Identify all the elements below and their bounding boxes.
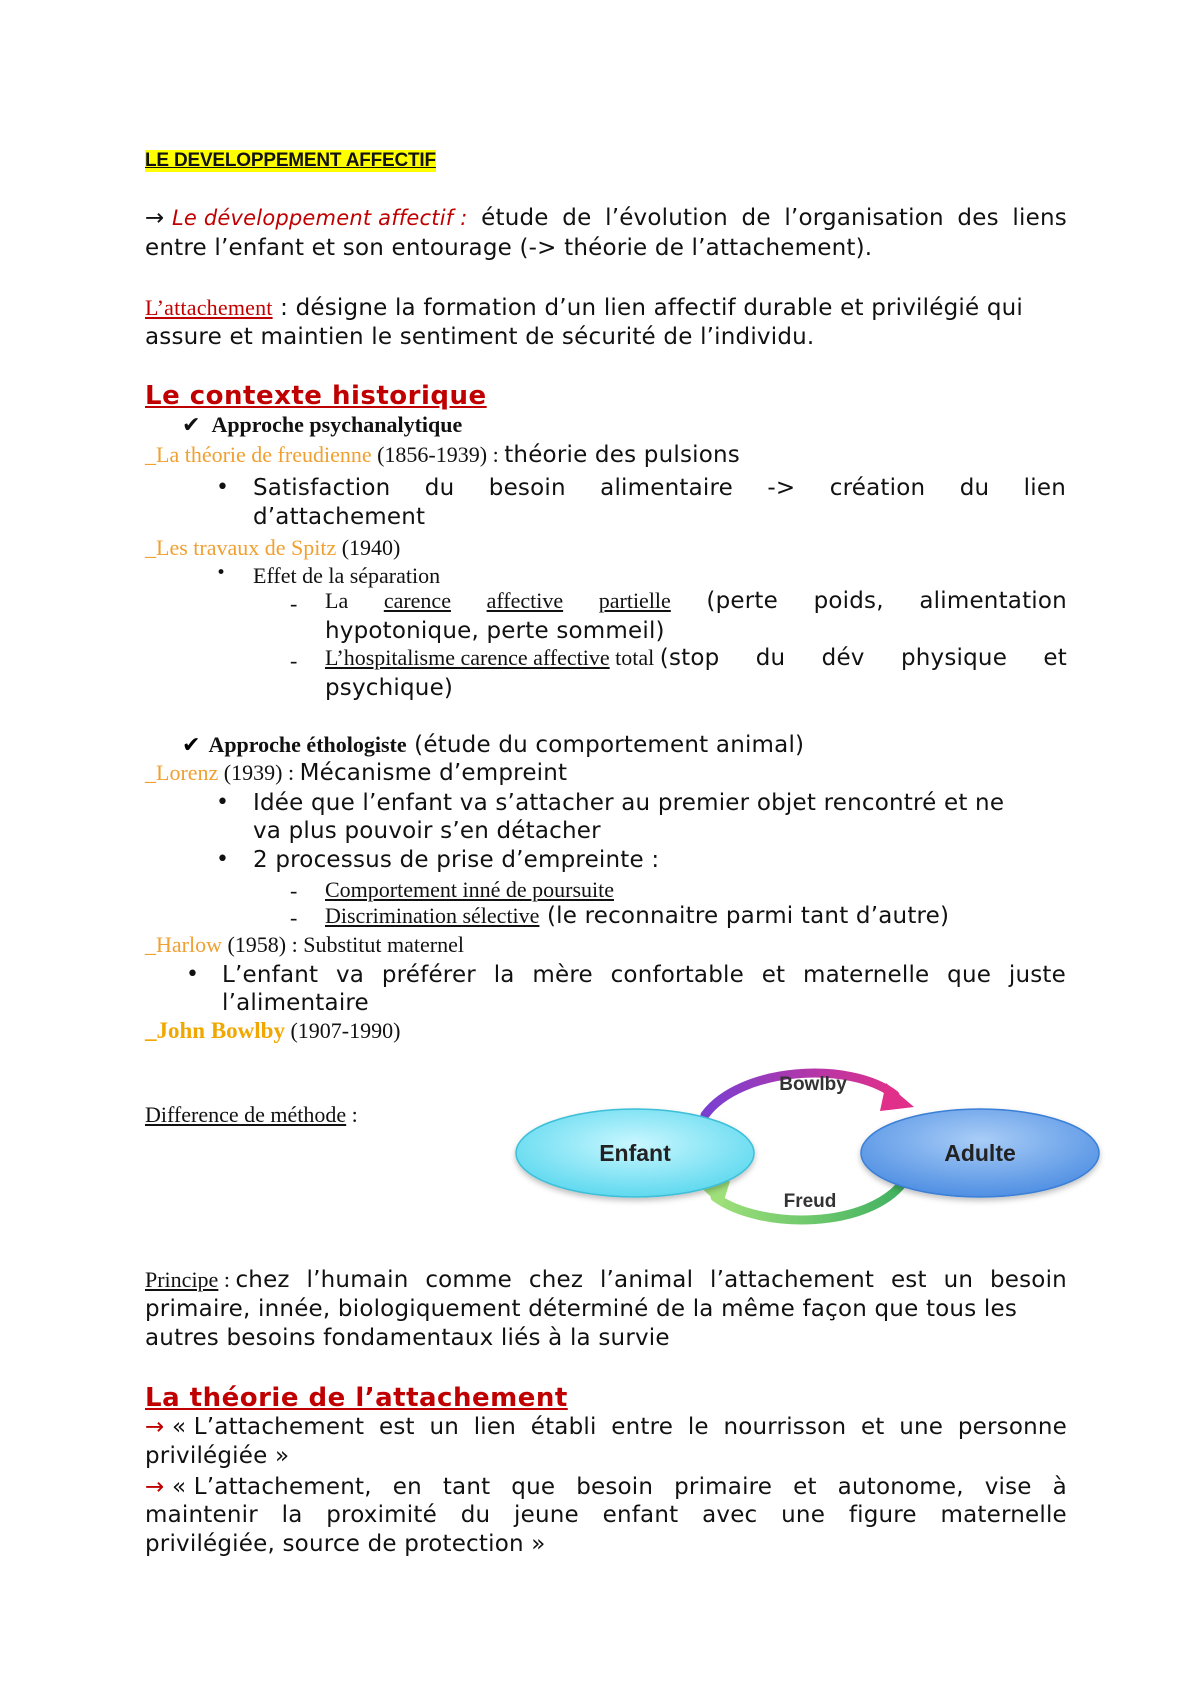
harlow-bullet-line-2: l’alimentaire — [222, 990, 369, 1016]
principe-term-group — [145, 1267, 290, 1293]
lorenz-desc: Mécanisme d’empreint — [299, 760, 568, 786]
quote-word: avec — [702, 1502, 758, 1528]
lorenz-sub-1: Comportement inné de poursuite — [325, 877, 614, 902]
spitz-label: _Les travaux de Spitz — [145, 535, 337, 560]
quote-1-line-2: privilégiée » — [145, 1443, 290, 1469]
quote-word: est — [378, 1414, 415, 1440]
attachment-definition-line-1 — [145, 295, 1023, 321]
dash-icon: - — [290, 905, 298, 930]
spitz-sub1-word: (perte — [706, 588, 778, 614]
approach-ethologiste-desc: (étude du comportement animal) — [406, 732, 805, 758]
bowlby-line — [145, 1018, 400, 1044]
intro-term: → Le développement affectif : — [145, 205, 468, 231]
quote-word: et — [793, 1474, 817, 1500]
principe-word: besoin — [989, 1267, 1067, 1293]
approach-ethologiste — [182, 732, 804, 758]
spitz-sub1-word: alimentation — [919, 588, 1067, 614]
document-title: LE DEVELOPPEMENT AFFECTIF — [145, 150, 436, 171]
intro-line-2: entre l’enfant et son entourage (-> théorie de l’attachement). — [145, 235, 873, 261]
spitz-sub1-term-word: partielle — [598, 588, 671, 613]
quote-word: un — [429, 1414, 459, 1440]
quote-word: une — [899, 1414, 944, 1440]
principe-word: l’animal — [599, 1267, 694, 1293]
freud-bullet-line-2: d’attachement — [253, 504, 426, 530]
quote-word: jeune — [514, 1502, 579, 1528]
spitz-sub1-la: La — [325, 588, 349, 613]
quote-word: du — [460, 1502, 491, 1528]
intro-word: l’organisation — [784, 205, 944, 231]
bullet-icon: • — [216, 790, 229, 815]
spitz-sub1-word: poids, — [813, 588, 884, 614]
intro-word: l’évolution — [605, 205, 728, 231]
bullet-icon: • — [216, 475, 229, 500]
lorenz-sub2-term: Discrimination sélective — [325, 903, 540, 928]
harlow-bullet-line-1 — [222, 962, 1066, 988]
bowlby-dates: (1907-1990) — [284, 1018, 401, 1043]
quote-word: → « L’attachement, — [145, 1474, 372, 1500]
quote-2-line-1 — [145, 1474, 1067, 1500]
lorenz-bullet-2: 2 processus de prise d’empreinte : — [253, 847, 660, 873]
quote-word: établi — [530, 1414, 597, 1440]
bullet-icon: • — [186, 962, 199, 987]
quote-word: enfant — [602, 1502, 679, 1528]
spitz-sub2-word: physique — [900, 645, 1008, 671]
arrow-icon: → — [145, 205, 165, 231]
quote-word: entre — [611, 1414, 674, 1440]
harlow-word: et — [761, 962, 786, 988]
spitz-sub2-word: du — [755, 645, 786, 671]
quote-word: en — [392, 1474, 422, 1500]
harlow-word: va — [336, 962, 365, 988]
principe-word: un — [943, 1267, 974, 1293]
harlow-word: confortable — [610, 962, 744, 988]
quote-word: personne — [957, 1414, 1067, 1440]
harlow-line — [145, 932, 464, 958]
adulte-label: Adulte — [944, 1140, 1016, 1166]
principe-word: comme — [425, 1267, 512, 1293]
intro-word: liens — [1012, 205, 1067, 231]
freud-bullet-word: lien — [1023, 475, 1066, 501]
principe-word: l’humain — [306, 1267, 409, 1293]
spitz-sub2-word: dév — [821, 645, 865, 671]
diagram-label: Difference de méthode — [145, 1102, 347, 1127]
principe-word: est — [890, 1267, 927, 1293]
freud-bullet-word: du — [959, 475, 990, 501]
approach-psychanalytique — [182, 412, 462, 438]
principe-line-3: autres besoins fondamentaux liés à la survie — [145, 1325, 670, 1351]
spitz-line — [145, 535, 400, 561]
harlow-dates: (1958) : Substitut maternel — [221, 932, 464, 957]
harlow-word: juste — [1008, 962, 1066, 988]
principe-term: Principe — [145, 1267, 219, 1292]
quote-word: primaire — [674, 1474, 773, 1500]
harlow-label: _Harlow — [145, 932, 222, 957]
section-heading-theorie: La théorie de l’attachement — [145, 1383, 568, 1413]
quote-1-line-1 — [145, 1414, 1067, 1440]
freud-label: _La théorie de freudienne — [145, 442, 372, 467]
lorenz-sub-2 — [325, 903, 949, 929]
harlow-word: que — [947, 962, 992, 988]
arrow-icon: → — [145, 1414, 165, 1440]
attachment-term: L’attachement — [145, 295, 273, 320]
attachment-definition-line-2: assure et maintien le sentiment de sécurité de l’individu. — [145, 324, 815, 350]
lorenz-label: _Lorenz — [145, 760, 219, 785]
principe-line-1 — [145, 1267, 1067, 1293]
quote-word: autonome, — [837, 1474, 964, 1500]
spitz-sub-2-line-1 — [325, 645, 1067, 671]
bullet-icon: • — [216, 563, 227, 583]
spitz-sub2-word: (stop — [659, 645, 720, 671]
diagram-label-colon: : — [346, 1102, 358, 1127]
enfant-label: Enfant — [599, 1140, 671, 1166]
harlow-word: L’enfant — [222, 962, 319, 988]
freud-bullet-word: -> — [767, 475, 796, 501]
harlow-word: la — [493, 962, 515, 988]
bowlby-arrow-label: Bowlby — [779, 1074, 847, 1095]
principe-word: l’attachement — [710, 1267, 875, 1293]
spitz-sub-1-line-2: hypotonique, perte sommeil) — [325, 618, 665, 644]
spitz-sub1-term-word: affective — [486, 588, 564, 613]
spitz-sub-2-line-2: psychique) — [325, 675, 454, 701]
harlow-word: maternelle — [803, 962, 930, 988]
intro-word: de — [741, 205, 771, 231]
harlow-word: préférer — [381, 962, 476, 988]
quote-word: besoin — [576, 1474, 654, 1500]
spitz-sub2-total: total — [609, 645, 660, 670]
principe-line-2: primaire, innée, biologiquement déterminé de la même façon que tous les — [145, 1296, 1018, 1322]
quote-word: maintenir — [145, 1502, 258, 1528]
quote-word: que — [511, 1474, 556, 1500]
freud-dates: (1856-1939) : — [371, 442, 505, 467]
quote-word: une — [781, 1502, 826, 1528]
intro-word: de — [562, 205, 592, 231]
quote-word: nourrisson — [723, 1414, 847, 1440]
spitz-sub2-term: L’hospitalisme carence affective — [325, 645, 610, 670]
freud-bullet-word: besoin — [488, 475, 566, 501]
dash-icon: - — [290, 591, 298, 616]
dash-icon: - — [290, 878, 298, 903]
quote-2-line-3: privilégiée, source de protection » — [145, 1531, 546, 1557]
lorenz-bullet-1-line-2: va plus pouvoir s’en détacher — [253, 818, 601, 844]
quote-word: à — [1052, 1474, 1067, 1500]
approach-psychanalytique-label: Approche psychanalytique — [211, 412, 463, 437]
lorenz-dates: (1939) : — [218, 760, 300, 785]
freud-bullet-word: création — [829, 475, 926, 501]
quote-2-line-2 — [145, 1502, 1067, 1528]
freud-bullet-word: du — [424, 475, 455, 501]
arrow-icon: → — [145, 1474, 165, 1500]
dash-icon: - — [290, 648, 298, 673]
spitz-sub2-word: et — [1043, 645, 1067, 671]
spitz-bullet: Effet de la séparation — [253, 563, 441, 588]
quote-word: tant — [442, 1474, 491, 1500]
diagram-label-line — [145, 1102, 358, 1128]
check-icon: ✔ — [182, 413, 201, 438]
harlow-word: mère — [532, 962, 593, 988]
freud-bullet-word: Satisfaction — [253, 475, 391, 501]
freud-bullet-line-1 — [253, 475, 1066, 501]
bullet-icon: • — [216, 847, 229, 872]
spitz-sub2-term-group — [325, 645, 719, 671]
quote-word: proximité — [326, 1502, 437, 1528]
intro-word: étude — [481, 205, 549, 231]
method-diagram — [510, 1055, 1110, 1235]
quote-word: → « L’attachement — [145, 1414, 365, 1440]
lorenz-sub2-rest: (le reconnaitre parmi tant d’autre) — [539, 903, 950, 929]
quote-word: lien — [473, 1414, 517, 1440]
quote-word: vise — [984, 1474, 1032, 1500]
check-icon: ✔ — [182, 733, 201, 758]
spitz-sub-1-line-1 — [325, 588, 1067, 614]
intro-line-1 — [145, 205, 1067, 231]
quote-word: la — [281, 1502, 303, 1528]
lorenz-line — [145, 760, 567, 786]
principe-word: chez — [528, 1267, 584, 1293]
quote-word: figure — [848, 1502, 917, 1528]
spitz-dates: (1940) — [336, 535, 401, 560]
freud-line — [145, 442, 740, 468]
bowlby-label: _John Bowlby — [145, 1018, 285, 1043]
freud-desc: théorie des pulsions — [504, 442, 740, 468]
principe-sep: : — [218, 1267, 236, 1292]
quote-word: maternelle — [940, 1502, 1067, 1528]
lorenz-bullet-1-line-1: Idée que l’enfant va s’attacher au premier objet rencontré et ne — [253, 790, 1005, 816]
attachment-def-text: : désigne la formation d’un lien affectif durable et privilégié qui — [272, 295, 1023, 321]
intro-word: des — [957, 205, 999, 231]
spitz-sub1-term-word: carence — [383, 588, 451, 613]
quote-word: et — [860, 1414, 885, 1440]
quote-word: le — [687, 1414, 709, 1440]
freud-arrow-label: Freud — [783, 1191, 837, 1212]
approach-ethologiste-label: Approche éthologiste — [208, 732, 407, 757]
freud-bullet-word: alimentaire — [600, 475, 733, 501]
principe-word: chez — [235, 1267, 290, 1293]
section-heading-contexte: Le contexte historique — [145, 381, 487, 411]
